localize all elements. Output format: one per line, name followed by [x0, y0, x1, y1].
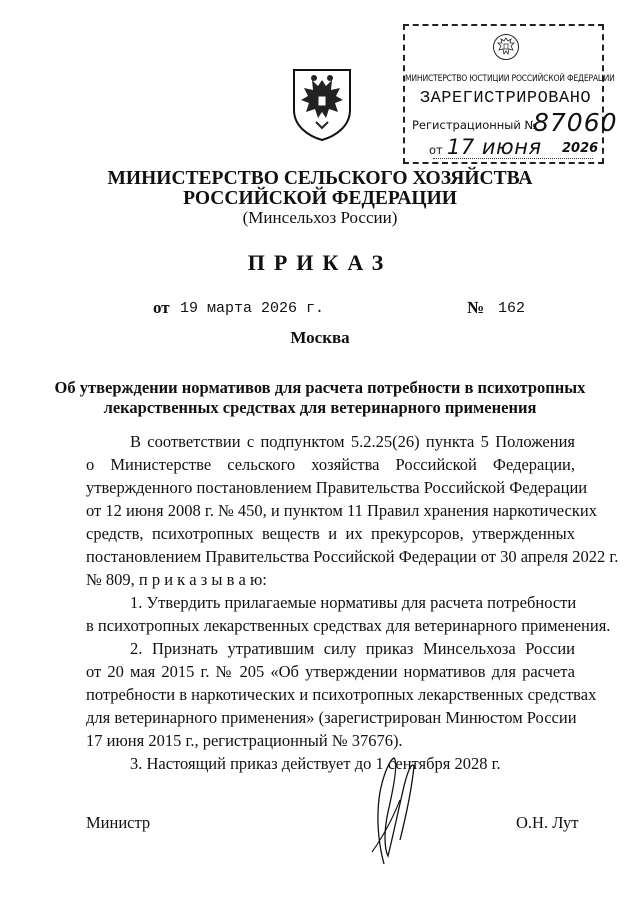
stamp-regnum-value: 87060 — [533, 108, 618, 137]
stamp-regnum-label: Регистрационный № — [412, 118, 537, 132]
stamp-date-value: 17 июня — [447, 135, 542, 159]
body-line: от 12 июня 2008 г. № 450, и пунктом 11 Правил хранения наркотических — [86, 501, 597, 520]
body-line: 3. Настоящий приказ действует до 1 сентября 2028 г. — [130, 754, 501, 773]
body-line: 17 июня 2015 г., регистрационный № 37676). — [86, 731, 403, 750]
document-title: ПРИКАЗ — [247, 250, 393, 275]
city-name: Москва — [290, 328, 350, 347]
eagle-emblem-icon — [492, 32, 520, 62]
body-line: № 809, п р и к а з ы в а ю: — [86, 570, 267, 589]
registration-stamp — [403, 24, 618, 164]
ministry-name-line2: РОССИЙСКОЙ ФЕДЕРАЦИИ — [183, 188, 457, 209]
body-line: для ветеринарного применения» (зарегистрирован Минюстом России — [86, 708, 577, 727]
signatory-name: О.Н. Лут — [516, 813, 579, 832]
handwritten-signature — [354, 756, 434, 866]
stamp-year-value: 2026 — [562, 141, 599, 156]
body-line: В соответствии с подпунктом 5.2.25(26) пункта 5 Положения — [130, 432, 575, 451]
body-line: в психотропных лекарственных средствах для ветеринарного применения. — [86, 616, 611, 635]
stamp-date-underline — [433, 158, 593, 159]
ministry-name-line1: МИНИСТЕРСТВО СЕЛЬСКОГО ХОЗЯЙСТВА — [107, 168, 533, 189]
coat-of-arms-icon — [290, 66, 354, 142]
body-line: 2. Признать утратившим силу приказ Минсельхоза России — [130, 639, 575, 658]
order-date: 19 марта 2026 г. — [180, 300, 325, 317]
signatory-title: Министр — [86, 813, 151, 832]
date-label: от — [153, 298, 170, 317]
body-line: о Министерстве сельского хозяйства Российской Федерации, — [86, 455, 575, 474]
ministry-short-name: (Минсельхоз России) — [242, 208, 398, 227]
body-line: постановлением Правительства Российской Федерации от 30 апреля 2022 г. — [86, 547, 619, 566]
stamp-registered-text: ЗАРЕГИСТРИРОВАНО — [419, 89, 592, 108]
stamp-ministry-name: МИНИСТЕРСТВО ЮСТИЦИИ РОССИЙСКОЙ ФЕДЕРАЦИИ — [405, 74, 615, 84]
body-line: потребности в наркотических и психотропных лекарственных средствах — [86, 685, 597, 704]
subject-line2: лекарственных средствах для ветеринарного применения — [103, 398, 537, 417]
body-line: утвержденного постановлением Правительства Российской Федерации — [86, 478, 588, 497]
body-line: от 20 мая 2015 г. № 205 «Об утверждении нормативов для расчета — [86, 662, 575, 681]
number-label: № — [467, 298, 485, 317]
stamp-from-label: от — [429, 143, 443, 157]
body-line: 1. Утвердить прилагаемые нормативы для расчета потребности — [130, 593, 577, 612]
body-line: средств, психотропных веществ и их прекурсоров, утвержденных — [86, 524, 575, 543]
order-number: 162 — [498, 300, 526, 317]
subject-line1: Об утверждении нормативов для расчета потребности в психотропных — [54, 378, 586, 397]
